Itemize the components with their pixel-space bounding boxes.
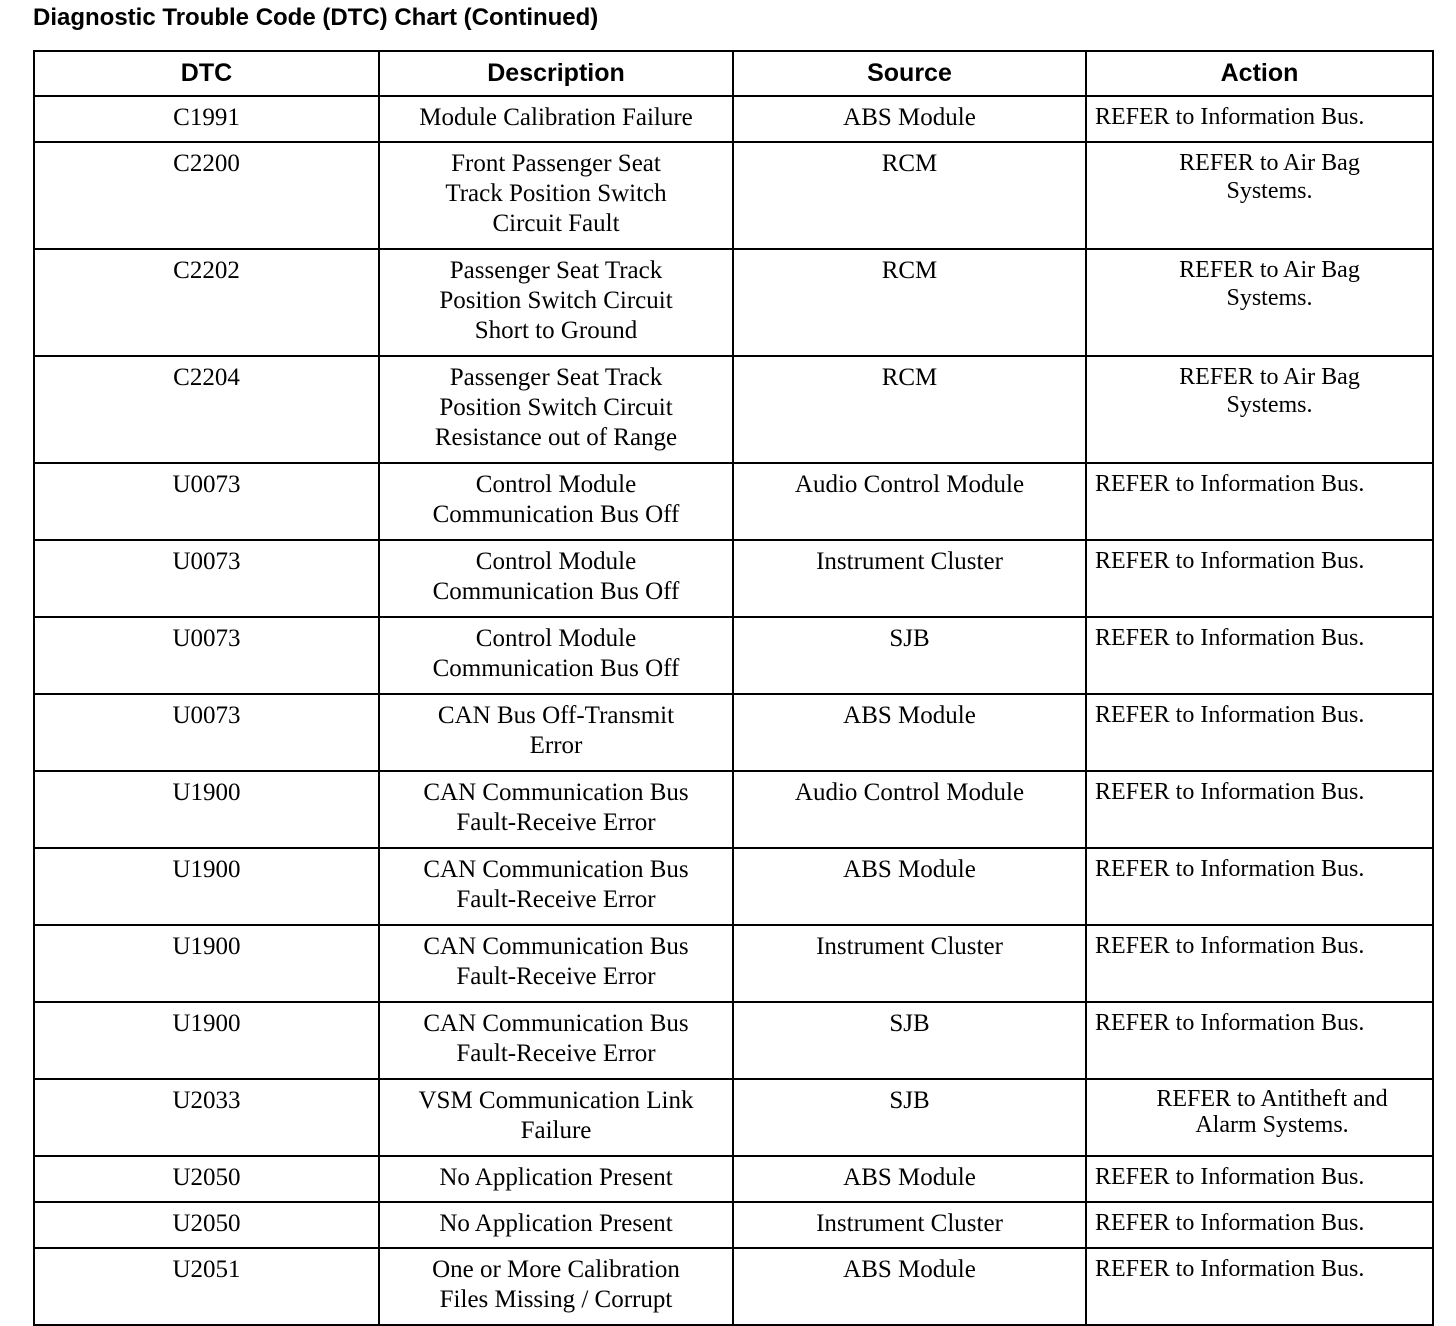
description-cell: Front Passenger Seat Track Position Switch Circuit Fault [379,142,733,249]
description-cell: Module Calibration Failure [379,96,733,142]
page-title: Diagnostic Trouble Code (DTC) Chart (Continued) [33,4,599,31]
action-cell: REFER to Information Bus. [1086,1202,1433,1248]
action-cell: REFER to Information Bus. [1086,771,1433,848]
table-row [34,1079,1433,1156]
action-cell: REFER to Information Bus. [1086,1002,1433,1079]
source-cell: RCM [733,142,1086,249]
table-row [34,96,1433,142]
description-cell: CAN Communication Bus Fault-Receive Error [379,848,733,925]
table-row [34,1248,1433,1325]
table-row [34,694,1433,771]
source-cell: Instrument Cluster [733,540,1086,617]
source-cell: Audio Control Module [733,771,1086,848]
description-cell: Passenger Seat Track Position Switch Circuit Short to Ground [379,249,733,356]
dtc-cell: C2200 [34,142,379,249]
dtc-cell: U2050 [34,1156,379,1202]
table-row [34,617,1433,694]
action-cell: REFER to Information Bus. [1086,694,1433,771]
source-cell: Instrument Cluster [733,1202,1086,1248]
source-cell: ABS Module [733,848,1086,925]
action-cell: REFER to Information Bus. [1086,1156,1433,1202]
description-cell: CAN Communication Bus Fault-Receive Error [379,771,733,848]
table-row [34,1156,1433,1202]
dtc-cell: U1900 [34,771,379,848]
dtc-cell: C2202 [34,249,379,356]
dtc-cell: U1900 [34,925,379,1002]
description-cell: Control Module Communication Bus Off [379,463,733,540]
description-cell: CAN Communication Bus Fault-Receive Error [379,925,733,1002]
description-cell: Control Module Communication Bus Off [379,540,733,617]
dtc-cell: U1900 [34,848,379,925]
table-row [34,142,1433,249]
description-cell: VSM Communication Link Failure [379,1079,733,1156]
dtc-cell: U0073 [34,463,379,540]
table-row [34,848,1433,925]
source-cell: Instrument Cluster [733,925,1086,1002]
table-row [34,463,1433,540]
source-cell: ABS Module [733,694,1086,771]
description-cell: Passenger Seat Track Position Switch Circuit Resistance out of Range [379,356,733,463]
description-cell: No Application Present [379,1156,733,1202]
table-row [34,771,1433,848]
dtc-cell: C1991 [34,96,379,142]
dtc-cell: U0073 [34,694,379,771]
description-cell: One or More Calibration Files Missing / Corrupt [379,1248,733,1325]
action-cell: REFER to Information Bus. [1086,925,1433,1002]
table-row [34,1002,1433,1079]
action-cell: REFER to Information Bus. [1086,617,1433,694]
dtc-table [33,50,1434,1326]
table-row [34,540,1433,617]
action-cell: REFER to Information Bus. [1086,848,1433,925]
action-cell: REFER to Antitheft and Alarm Systems. [1086,1079,1433,1156]
source-cell: Audio Control Module [733,463,1086,540]
table-row [34,249,1433,356]
description-cell: CAN Bus Off-Transmit Error [379,694,733,771]
table-header-row [34,51,1433,96]
dtc-cell: U2051 [34,1248,379,1325]
header-action: Action [1086,51,1433,96]
source-cell: ABS Module [733,96,1086,142]
action-cell: REFER to Information Bus. [1086,540,1433,617]
description-cell: Control Module Communication Bus Off [379,617,733,694]
source-cell: RCM [733,249,1086,356]
source-cell: SJB [733,1079,1086,1156]
description-cell: No Application Present [379,1202,733,1248]
header-source: Source [733,51,1086,96]
dtc-cell: U1900 [34,1002,379,1079]
source-cell: ABS Module [733,1248,1086,1325]
header-description: Description [379,51,733,96]
dtc-cell: U0073 [34,617,379,694]
table-row [34,1202,1433,1248]
table-row [34,356,1433,463]
table-row [34,925,1433,1002]
source-cell: SJB [733,617,1086,694]
dtc-cell: C2204 [34,356,379,463]
source-cell: RCM [733,356,1086,463]
source-cell: ABS Module [733,1156,1086,1202]
dtc-cell: U2033 [34,1079,379,1156]
description-cell: CAN Communication Bus Fault-Receive Error [379,1002,733,1079]
action-cell: REFER to Information Bus. [1086,463,1433,540]
action-cell: REFER to Air Bag Systems. [1086,142,1433,249]
header-dtc: DTC [34,51,379,96]
action-cell: REFER to Air Bag Systems. [1086,356,1433,463]
action-cell: REFER to Air Bag Systems. [1086,249,1433,356]
source-cell: SJB [733,1002,1086,1079]
dtc-cell: U2050 [34,1202,379,1248]
action-cell: REFER to Information Bus. [1086,1248,1433,1325]
action-cell: REFER to Information Bus. [1086,96,1433,142]
dtc-cell: U0073 [34,540,379,617]
